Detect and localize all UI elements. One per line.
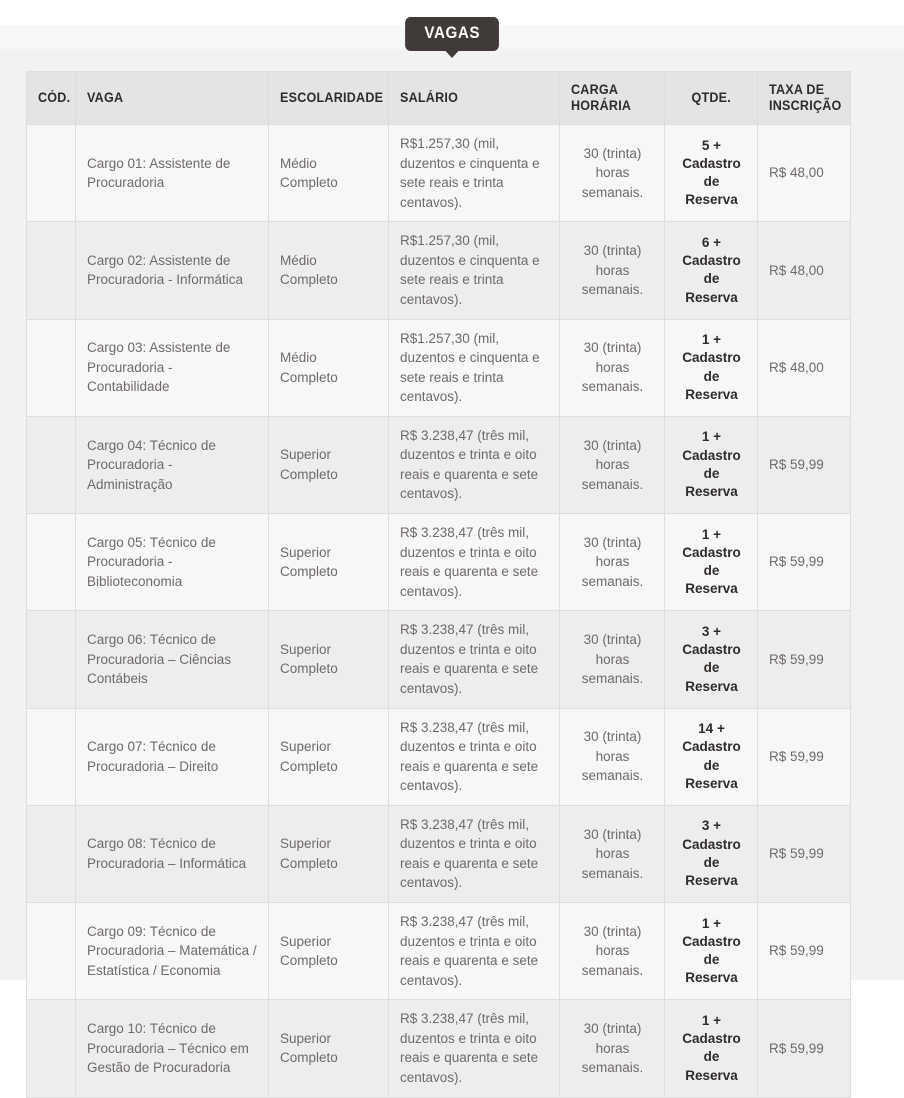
table-cell-esc: Superior Completo (269, 514, 389, 611)
table-cell-vaga: Cargo 02: Assistente de Procuradoria - Informática (76, 222, 269, 319)
table-cell-qtde: 14 + Cadastro de Reserva (665, 708, 758, 805)
column-header-taxa-inscricao-label: TAXA DE INSCRIÇÃO (769, 81, 842, 113)
vagas-table (26, 71, 851, 1098)
column-header-escolaridade-label: ESCOLARIDADE (280, 89, 384, 105)
table-cell-esc: Superior Completo (269, 416, 389, 513)
table-cell-qtde: 1 + Cadastro de Reserva (665, 319, 758, 416)
table-cell-taxa: R$ 48,00 (758, 125, 851, 222)
table-cell-cod (27, 611, 76, 708)
table-cell-carga: 30 (trinta) horas semanais. (560, 805, 665, 902)
table-cell-sal: R$1.257,30 (mil, duzentos e cinquenta e sete reais e trinta centavos). (389, 222, 560, 319)
table-cell-qtde: 3 + Cadastro de Reserva (665, 611, 758, 708)
table-cell-cod (27, 1000, 76, 1097)
table-cell-taxa: R$ 59,99 (758, 805, 851, 902)
table-cell-sal: R$ 3.238,47 (três mil, duzentos e trinta e oito reais e quarenta e sete centavos). (389, 514, 560, 611)
column-header-carga-horaria-label: CARGA HORÁRIA (571, 81, 632, 113)
table-cell-sal: R$1.257,30 (mil, duzentos e cinquenta e sete reais e trinta centavos). (389, 125, 560, 222)
table-cell-carga: 30 (trinta) horas semanais. (560, 708, 665, 805)
table-cell-qtde: 6 + Cadastro de Reserva (665, 222, 758, 319)
table-cell-taxa: R$ 48,00 (758, 222, 851, 319)
table-cell-carga: 30 (trinta) horas semanais. (560, 125, 665, 222)
table-cell-sal: R$ 3.238,47 (três mil, duzentos e trinta e oito reais e quarenta e sete centavos). (389, 1000, 560, 1097)
table-cell-sal: R$1.257,30 (mil, duzentos e cinquenta e sete reais e trinta centavos). (389, 319, 560, 416)
table-cell-cod (27, 805, 76, 902)
table-cell-vaga: Cargo 04: Técnico de Procuradoria - Administração (76, 416, 269, 513)
column-header-cod-label: CÓD. (38, 89, 71, 105)
vagas-table-container (26, 71, 850, 1098)
table-cell-qtde: 3 + Cadastro de Reserva (665, 805, 758, 902)
table-cell-taxa: R$ 59,99 (758, 514, 851, 611)
table-cell-qtde: 1 + Cadastro de Reserva (665, 1000, 758, 1097)
table-cell-esc: Médio Completo (269, 222, 389, 319)
table-cell-carga: 30 (trinta) horas semanais. (560, 514, 665, 611)
table-body (27, 125, 851, 1098)
column-header-carga-horaria (560, 72, 665, 125)
table-cell-cod (27, 125, 76, 222)
table-cell-carga: 30 (trinta) horas semanais. (560, 319, 665, 416)
table-header-row (27, 72, 851, 125)
table-cell-sal: R$ 3.238,47 (três mil, duzentos e trinta e oito reais e quarenta e sete centavos). (389, 805, 560, 902)
table-row (27, 319, 851, 416)
table-cell-qtde: 1 + Cadastro de Reserva (665, 416, 758, 513)
table-cell-esc: Médio Completo (269, 125, 389, 222)
badge-pointer-triangle (445, 50, 460, 58)
table-cell-vaga: Cargo 08: Técnico de Procuradoria – Informática (76, 805, 269, 902)
table-cell-qtde: 1 + Cadastro de Reserva (665, 514, 758, 611)
table-cell-sal: R$ 3.238,47 (três mil, duzentos e trinta e oito reais e quarenta e sete centavos). (389, 903, 560, 1000)
table-cell-esc: Superior Completo (269, 708, 389, 805)
table-cell-taxa: R$ 48,00 (758, 319, 851, 416)
table-cell-vaga: Cargo 06: Técnico de Procuradoria – Ciências Contábeis (76, 611, 269, 708)
table-cell-vaga: Cargo 03: Assistente de Procuradoria - Contabilidade (76, 319, 269, 416)
column-header-salario-label: SALÁRIO (400, 89, 459, 105)
table-cell-esc: Superior Completo (269, 1000, 389, 1097)
table-cell-carga: 30 (trinta) horas semanais. (560, 222, 665, 319)
table-cell-cod (27, 319, 76, 416)
table-cell-carga: 30 (trinta) horas semanais. (560, 416, 665, 513)
table-row (27, 1000, 851, 1097)
column-header-cod (27, 72, 76, 125)
column-header-salario (389, 72, 560, 125)
table-cell-qtde: 5 + Cadastro de Reserva (665, 125, 758, 222)
column-header-vaga-label: VAGA (87, 89, 124, 105)
table-row (27, 416, 851, 513)
table-cell-sal: R$ 3.238,47 (três mil, duzentos e trinta e oito reais e quarenta e sete centavos). (389, 708, 560, 805)
table-cell-sal: R$ 3.238,47 (três mil, duzentos e trinta e oito reais e quarenta e sete centavos). (389, 611, 560, 708)
table-row (27, 222, 851, 319)
table-cell-esc: Superior Completo (269, 611, 389, 708)
table-cell-vaga: Cargo 01: Assistente de Procuradoria (76, 125, 269, 222)
table-cell-vaga: Cargo 09: Técnico de Procuradoria – Matemática / Estatística / Economia (76, 903, 269, 1000)
table-cell-vaga: Cargo 05: Técnico de Procuradoria - Biblioteconomia (76, 514, 269, 611)
table-cell-carga: 30 (trinta) horas semanais. (560, 1000, 665, 1097)
table-row (27, 805, 851, 902)
table-row (27, 903, 851, 1000)
table-cell-qtde: 1 + Cadastro de Reserva (665, 903, 758, 1000)
table-cell-esc: Médio Completo (269, 319, 389, 416)
table-cell-taxa: R$ 59,99 (758, 708, 851, 805)
table-row (27, 125, 851, 222)
table-cell-taxa: R$ 59,99 (758, 1000, 851, 1097)
vagas-badge-label: VAGAS (424, 24, 480, 42)
table-cell-taxa: R$ 59,99 (758, 611, 851, 708)
vagas-badge (405, 17, 499, 51)
table-cell-sal: R$ 3.238,47 (três mil, duzentos e trinta e oito reais e quarenta e sete centavos). (389, 416, 560, 513)
column-header-vaga (76, 72, 269, 125)
table-cell-esc: Superior Completo (269, 805, 389, 902)
column-header-qtde-label: QTDE. (691, 89, 732, 105)
vagas-badge-wrapper (0, 17, 904, 51)
table-cell-taxa: R$ 59,99 (758, 416, 851, 513)
table-cell-carga: 30 (trinta) horas semanais. (560, 903, 665, 1000)
table-row (27, 514, 851, 611)
table-cell-cod (27, 416, 76, 513)
table-header (27, 72, 851, 125)
table-cell-taxa: R$ 59,99 (758, 903, 851, 1000)
column-header-taxa-inscricao (758, 72, 851, 125)
column-header-escolaridade (269, 72, 389, 125)
table-cell-vaga: Cargo 10: Técnico de Procuradoria – Técnico em Gestão de Procuradoria (76, 1000, 269, 1097)
table-cell-vaga: Cargo 07: Técnico de Procuradoria – Direito (76, 708, 269, 805)
table-cell-carga: 30 (trinta) horas semanais. (560, 611, 665, 708)
table-row (27, 611, 851, 708)
table-cell-cod (27, 514, 76, 611)
table-cell-cod (27, 903, 76, 1000)
table-cell-cod (27, 222, 76, 319)
table-row (27, 708, 851, 805)
column-header-qtde (665, 72, 758, 125)
table-cell-cod (27, 708, 76, 805)
table-cell-esc: Superior Completo (269, 903, 389, 1000)
